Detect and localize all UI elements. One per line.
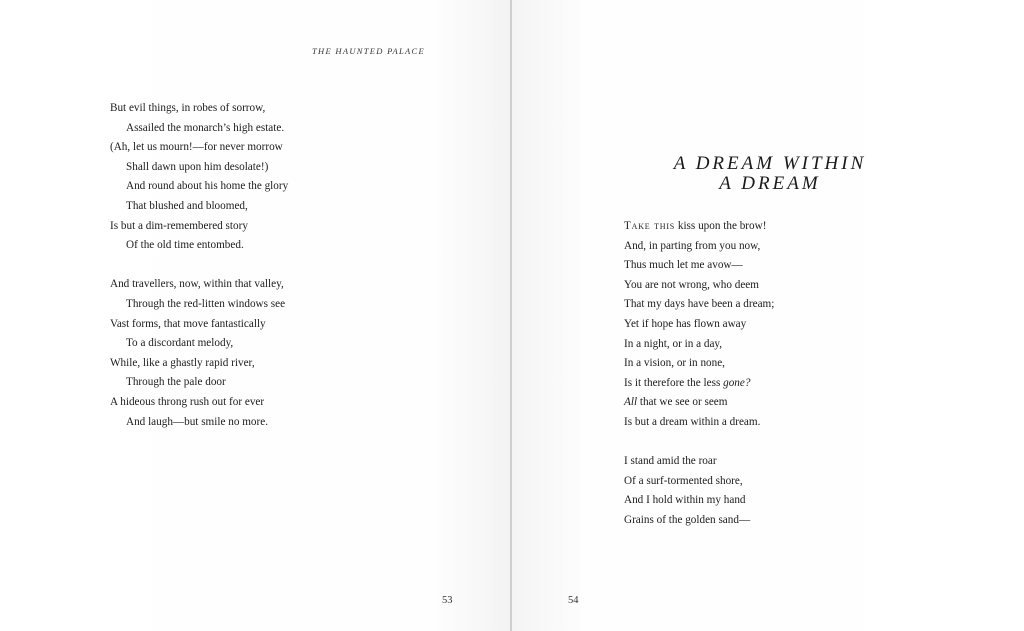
stanza-break (624, 433, 774, 453)
poem-dream-within-a-dream (624, 217, 774, 531)
verse-line: You are not wrong, who deem (624, 278, 759, 291)
poem-title-line-1: A DREAM WITHIN (673, 153, 867, 174)
stanza-break (110, 256, 288, 276)
verse-line: Of a surf-tormented shore, (624, 474, 743, 487)
verse-line: A hideous throng rush out for ever (110, 395, 265, 408)
verse-line: And, in parting from you now, (624, 239, 761, 252)
verse-line: But evil things, in robes of sorrow, (110, 102, 266, 114)
verse-line (624, 374, 774, 394)
verse-line: I stand amid the roar (624, 455, 717, 468)
verse-line: Vast forms, that move fantastically (110, 317, 266, 330)
verse-line (624, 393, 774, 413)
italic-word: gone? (723, 376, 751, 389)
verse-line: Assailed the monarch’s high estate. (126, 121, 285, 134)
verse-line: In a vision, or in none, (624, 357, 725, 370)
verse-text: kiss upon the brow! (675, 220, 767, 232)
verse-line: And laugh—but smile no more. (126, 415, 269, 428)
verse-line: Is but a dim-remembered story (110, 219, 248, 232)
verse-line: While, like a ghastly rapid river, (110, 356, 255, 369)
verse-line: And travellers, now, within that valley, (110, 278, 284, 291)
page-number-left: 53 (442, 595, 453, 606)
page-number-right: 54 (568, 595, 579, 606)
verse-line: And I hold within my hand (624, 494, 746, 507)
verse-line-first (624, 217, 774, 237)
left-page (0, 0, 510, 631)
verse-line: Through the pale door (126, 376, 226, 389)
verse-line: In a night, or in a day, (624, 337, 723, 350)
poem-title-line-2: A DREAM (719, 173, 821, 194)
poem-title (560, 154, 980, 194)
verse-line: Through the red-litten windows see (126, 297, 286, 310)
verse-line: Of the old time entombed. (126, 239, 244, 252)
verse-line: Shall dawn upon him desolate!) (126, 160, 269, 173)
verse-line: Thus much let me avow— (624, 259, 743, 272)
verse-line: To a discordant melody, (126, 337, 234, 350)
running-head: THE HAUNTED PALACE (312, 46, 425, 56)
verse-line: That my days have been a dream; (624, 298, 775, 311)
italic-word: All (624, 396, 638, 409)
verse-line: Yet if hope has flown away (624, 317, 747, 330)
verse-line: Grains of the golden sand— (624, 513, 751, 526)
verse-line: (Ah, let us mourn!—for never morrow (110, 141, 283, 154)
verse-line: And round about his home the glory (126, 180, 289, 193)
small-caps-opening: Take this (624, 220, 676, 232)
verse-text: that we see or seem (637, 396, 728, 409)
verse-line: That blushed and bloomed, (126, 199, 248, 212)
verse-line: Is but a dream within a dream. (624, 415, 761, 428)
verse-text: Is it therefore the less (624, 376, 724, 389)
poem-haunted-palace (110, 99, 288, 432)
